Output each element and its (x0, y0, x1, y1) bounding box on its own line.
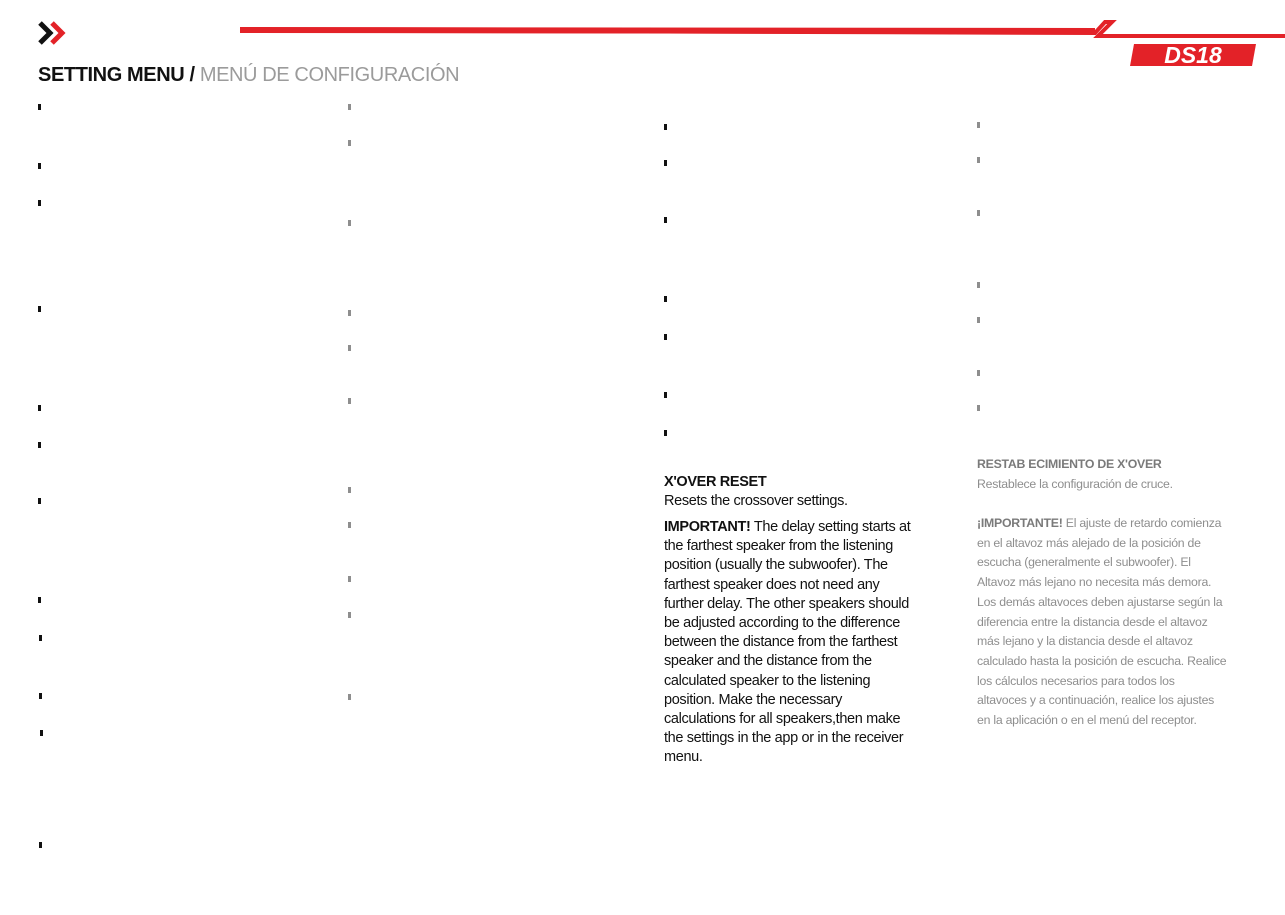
bullet-marker (664, 430, 667, 436)
bullet-marker (40, 730, 43, 736)
title-spanish: MENÚ DE CONFIGURACIÓN (199, 64, 460, 86)
bullet-marker (977, 157, 980, 163)
page-title (38, 64, 459, 87)
header-red-line (0, 0, 1285, 70)
bullet-marker (348, 310, 351, 316)
xover-reset-heading-es: RESTAB ECIMIENTO DE X'OVER (977, 457, 1162, 471)
title-separator: / (184, 64, 200, 86)
bullet-marker (348, 398, 351, 404)
important-text: The delay setting starts at the farthest speaker from the listening position (usually the subwoofer). The farthest speaker does not need any further delay. The other speakers should be adjusted according to the difference between the distance from the farthest speaker and the distance from the calculated speaker to the listening position. Make the necessary calculations for all speakers,then make the settings in the app or in the receiver menu. (664, 519, 911, 766)
bullet-marker (348, 694, 351, 700)
important-note-es (977, 514, 1227, 731)
xover-reset-section-en (664, 473, 914, 511)
bullet-marker (664, 392, 667, 398)
xover-reset-description-es: Restablece la configuración de cruce. (977, 476, 1173, 491)
bullet-marker (38, 442, 41, 448)
bullet-marker (664, 334, 667, 340)
bullet-marker (664, 217, 667, 223)
bullet-marker (348, 487, 351, 493)
bullet-marker (38, 498, 41, 504)
xover-reset-section-es (977, 455, 1227, 494)
bullet-marker (38, 405, 41, 411)
bullet-marker (348, 522, 351, 528)
bullet-marker (38, 104, 41, 110)
important-label: IMPORTANT! (664, 519, 751, 535)
xover-reset-description: Resets the crossover settings. (664, 493, 848, 510)
bullet-marker (38, 163, 41, 169)
bullet-marker (39, 842, 42, 848)
bullet-marker (977, 210, 980, 216)
bullet-marker (977, 122, 980, 128)
bullet-marker (348, 220, 351, 226)
bullet-marker (39, 693, 42, 699)
bullet-marker (977, 370, 980, 376)
bullet-marker (38, 597, 41, 603)
title-english: SETTING MENU (38, 64, 185, 86)
important-note-en (664, 518, 914, 768)
brand-logo (1130, 40, 1260, 70)
svg-text:DS18: DS18 (1164, 42, 1222, 68)
bullet-marker (348, 576, 351, 582)
xover-reset-heading: X'OVER RESET (664, 474, 767, 490)
bullet-marker (348, 140, 351, 146)
bullet-marker (39, 635, 42, 641)
bullet-marker (977, 282, 980, 288)
bullet-marker (664, 296, 667, 302)
important-text-es: El ajuste de retardo comienza en el altavoz más alejado de la posición de escucha (generalmente el subwoofer). El Altavoz más lejano no necesita más demora. Los demás altavoces deben ajustarse según la diferencia entre la distancia desde el altavoz más lejano y la distancia desde el altavoz calculado hasta la posición de escucha. Realice los cálculos necesarios para todos los altavoces y a continuación, realice los ajustes en la aplicación o en el menú del receptor. (977, 516, 1227, 728)
bullet-marker (38, 306, 41, 312)
bullet-marker (664, 124, 667, 130)
double-chevron-icon (38, 20, 70, 46)
important-label-es: ¡IMPORTANTE! (977, 516, 1063, 530)
bullet-marker (38, 200, 41, 206)
bullet-marker (664, 160, 667, 166)
bullet-marker (977, 405, 980, 411)
bullet-marker (348, 104, 351, 110)
page-header (0, 0, 1285, 70)
bullet-marker (348, 345, 351, 351)
bullet-marker (348, 612, 351, 618)
bullet-marker (977, 317, 980, 323)
